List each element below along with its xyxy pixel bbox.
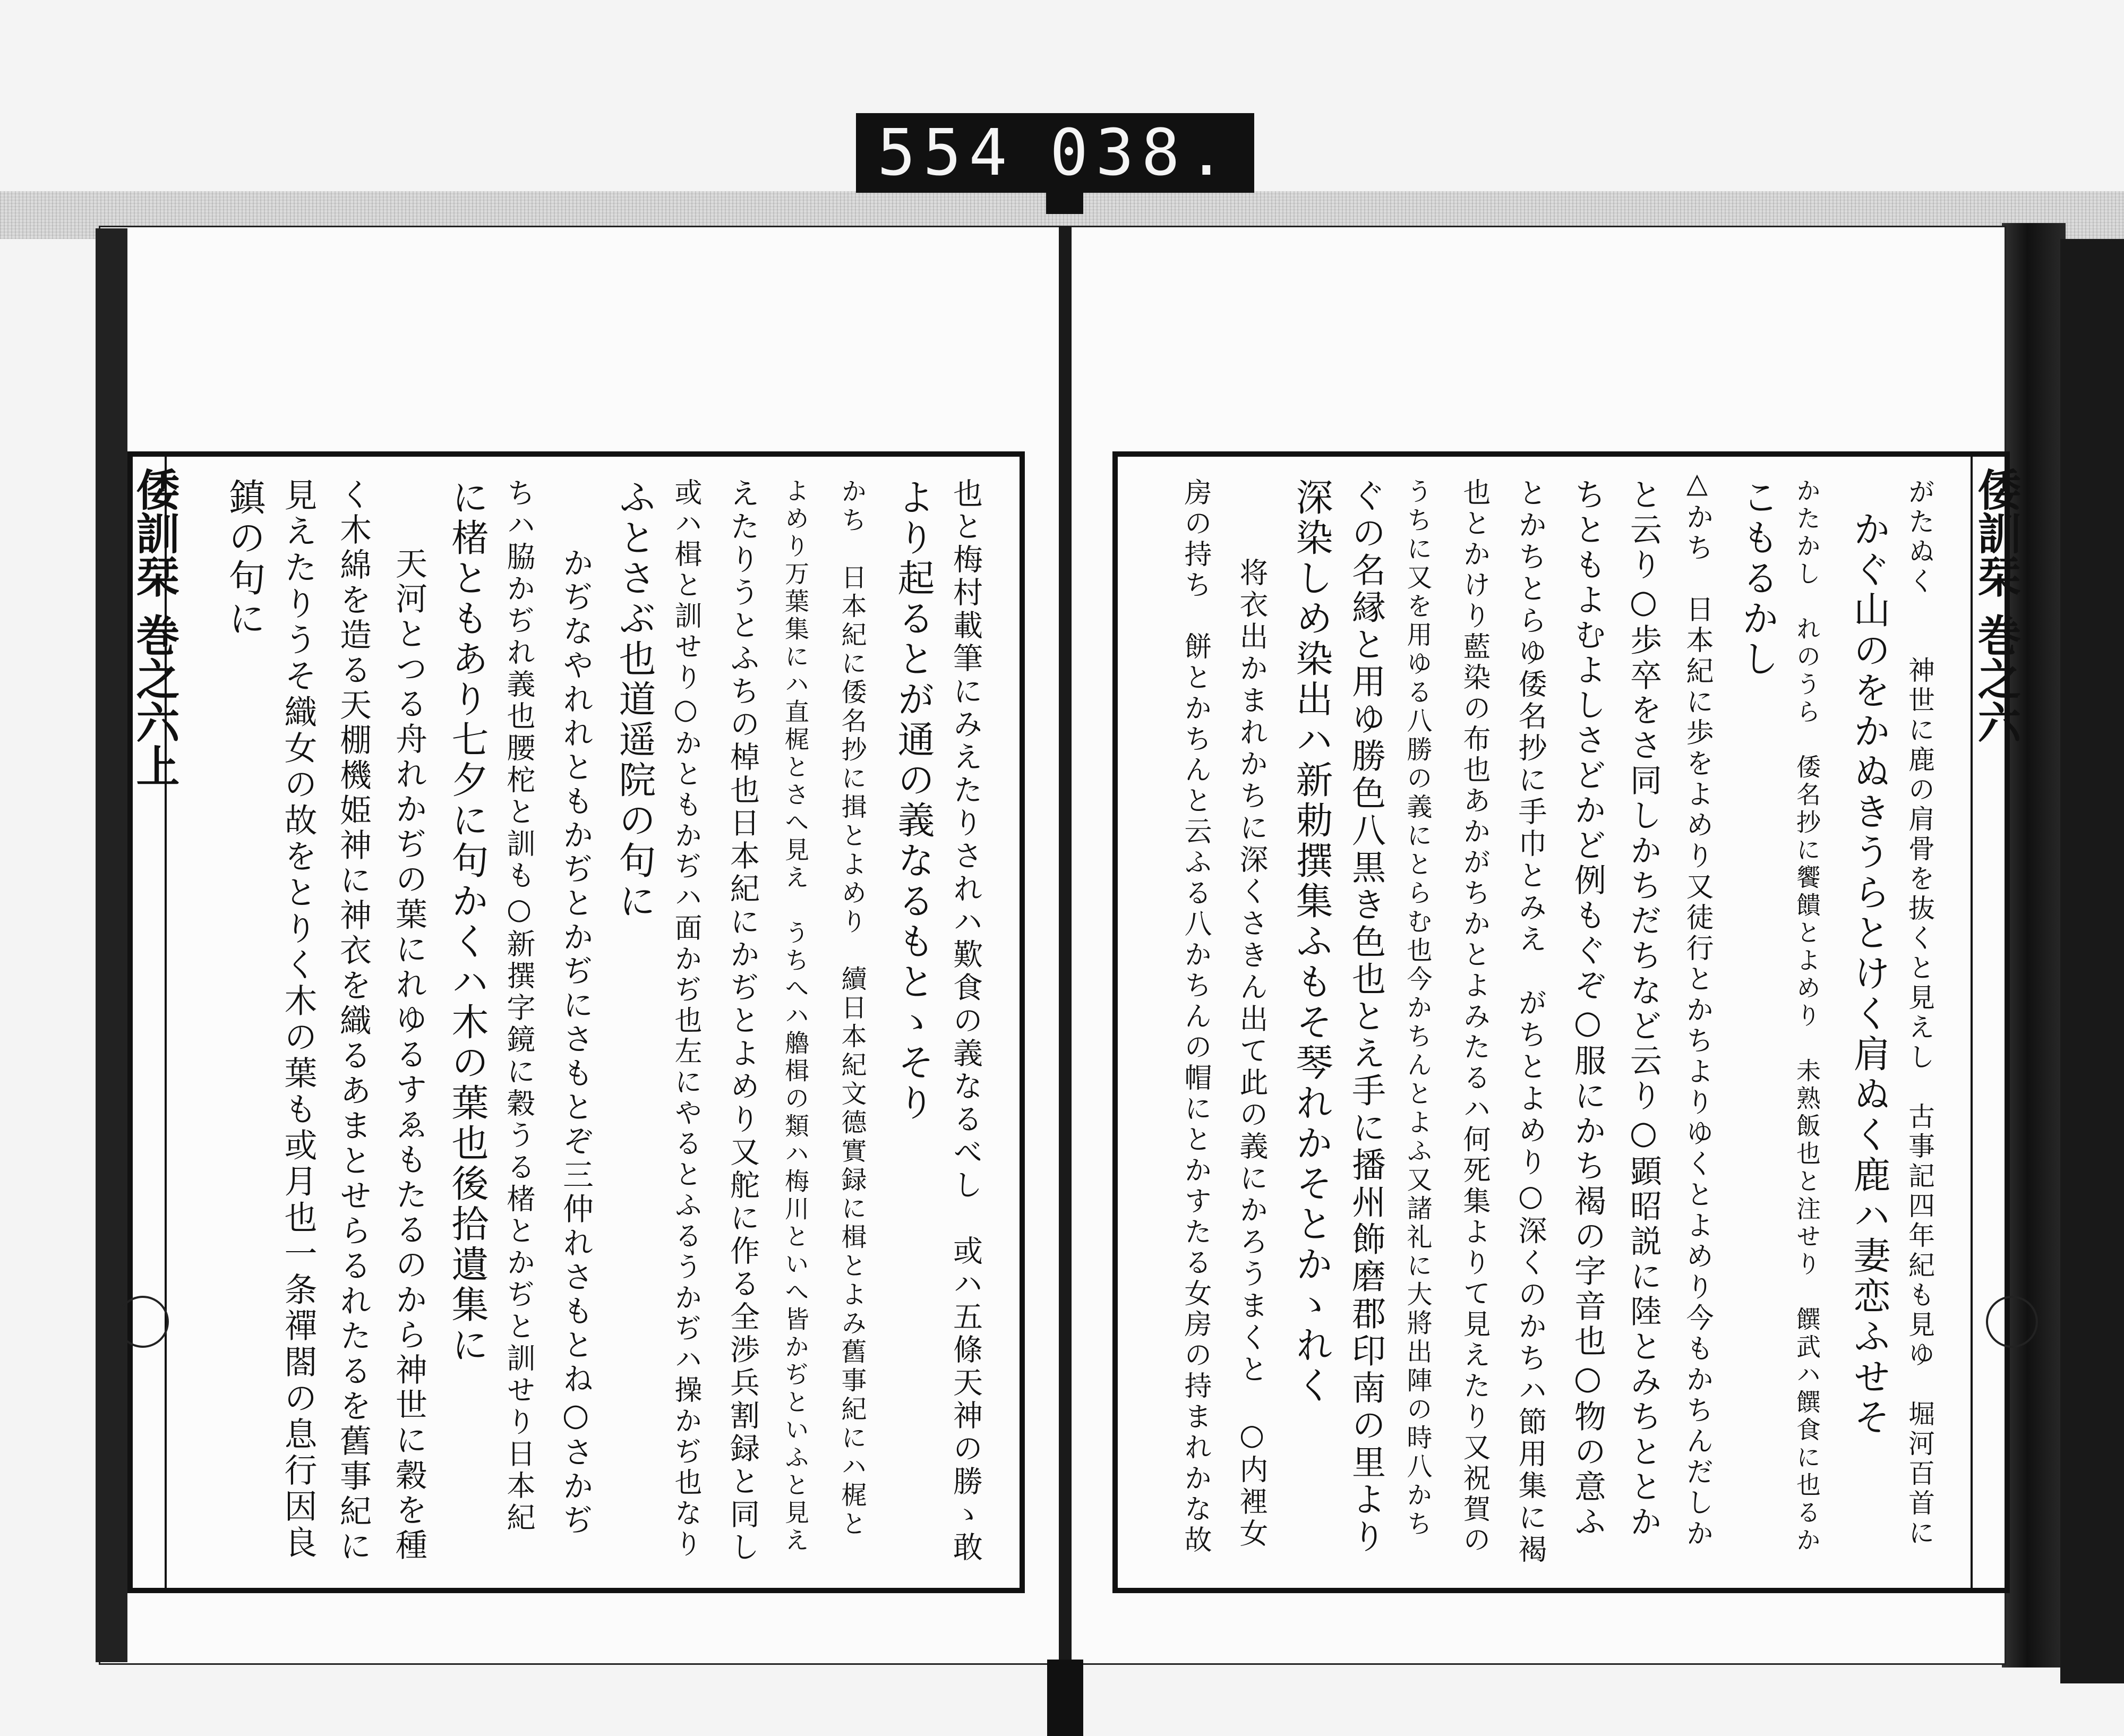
left-column-7: ふとさぶ也道遥院の句に — [613, 478, 656, 922]
right-column-4: こもるかし — [1736, 478, 1779, 680]
left-column-10: に楮ともあり七夕に句かくハ木の葉也後拾遺集に — [446, 478, 489, 1366]
right-column-14: 房の持ち 餅とかちんと云ふる八かちんの帽にとかすたる女房の持まれかな故 — [1179, 478, 1211, 1556]
right-folio-mark — [1986, 1296, 2038, 1348]
right-column-12: 深染しめ染出ハ新勅撰集ふもそ琴れかそとかゝれく — [1290, 478, 1333, 1406]
right-column-8: とかちとらゆ倭名抄に手巾とみえ がちとよめり○深くのかちハ節用集に褐 — [1514, 478, 1547, 1566]
left-column-1: 也と梅村載筆にみえたりされハ歎食の義なるべし 或ハ五條天神の勝ゝ敢 — [948, 478, 983, 1564]
left-column-2: より起るとが通の義なるもとゝそり — [892, 478, 935, 1124]
right-column-5: △かち 日本紀に歩をよめり又徒行とかちよりゆくとよめり今もかちんだしか — [1681, 467, 1713, 1550]
left-column-6: 或ハ楫と訓せり○かともかぢハ面かぢ也左にやるとふるうかぢハ操かぢ也なり — [670, 478, 701, 1560]
right-column-7: ちともよむよしさどかど例もぐぞ○服にかち褐の字音也○物の意ふ — [1569, 478, 1606, 1540]
archive-label — [856, 113, 1254, 193]
book-spine — [1059, 226, 1072, 1660]
book-edge-left — [96, 228, 127, 1662]
right-column-10: うちに又を用ゆる八勝の義にとらむ也今かちんとよふ又諸礼に大將出陣の時八かち — [1402, 478, 1432, 1539]
book-edge-right — [2002, 223, 2066, 1667]
left-column-4: よめり万葉集にハ直梶とさへ見え うちへハ艪楫の類ハ梅川といへ皆かぢといふと見え — [781, 478, 810, 1555]
left-column-8: かぢなやれれともかぢとかぢにさもとぞ三仲れさもとね○さかぢ — [558, 547, 594, 1538]
right-margin-header: 倭訓栞 巻之六 — [1971, 467, 2022, 744]
left-margin-header: 倭訓栞 巻之六上 — [129, 467, 180, 788]
archive-label-tab — [1046, 193, 1083, 214]
left-folio-mark — [117, 1296, 169, 1348]
left-column-5: えたりうとふちの棹也日本紀にかぢとよめり又舵に作る全渉兵割録と同し — [725, 478, 760, 1564]
left-column-13: 見えたりうそ織女の故をとりく木の葉も或月也一条禪閤の息行因良 — [279, 478, 318, 1561]
right-column-13: 将衣出かまれかちに深くさきん出て此の義にかろうまくと ○内裡女 — [1235, 558, 1269, 1550]
left-column-12: く木綿を造る天棚機姫神に神衣を織るあまとせらるれたるを舊事紀に — [335, 478, 372, 1564]
right-column-11: ぐの名縁と用ゆ勝色八黒き色也とえ手に播州飾磨郡印南の里より — [1346, 478, 1385, 1556]
book-spine-foot — [1047, 1660, 1083, 1736]
book-edge-dark-right — [2060, 239, 2124, 1683]
left-column-3: かち 日本紀に倭名抄に揖とよめり 續日本紀文德實録に楫とよみ舊事紀にハ梶と — [837, 478, 867, 1539]
right-column-2: かぐ山のをかぬきうらとけく肩ぬく鹿ハ妻恋ふせそ — [1847, 510, 1891, 1438]
right-column-1: がたぬく 神世に鹿の肩骨を抜くと見えし 古事記四年紀も見ゆ 堀河百首に — [1904, 478, 1935, 1549]
left-column-9: ちハ脇かぢれ義也腰柁と訓も○新撰字鏡に穀うる楮とかぢと訓せり日本紀 — [502, 478, 536, 1534]
right-column-3: かたかし れのうら 倭名抄に饗饋とよめり 未熟飯也と注せり 饌武ハ饌食に也るか — [1793, 478, 1821, 1555]
right-column-9: 也とかけり藍染の布也あかがちかとよみたるハ何死集よりて見えたり又祝賀の — [1458, 478, 1490, 1556]
archive-label-right: 038. — [1050, 116, 1233, 190]
left-column-14: 鎮の句に — [222, 478, 266, 639]
archive-label-left: 554 — [877, 116, 1015, 190]
right-column-6: と云り○歩卒をさ同しかちだちなど云り○顕昭説に陸とみちととか — [1625, 478, 1662, 1540]
left-column-11: 天河とつる舟れかぢの葉にれゆるすゑもたるのから神世に穀を種 — [390, 547, 427, 1563]
